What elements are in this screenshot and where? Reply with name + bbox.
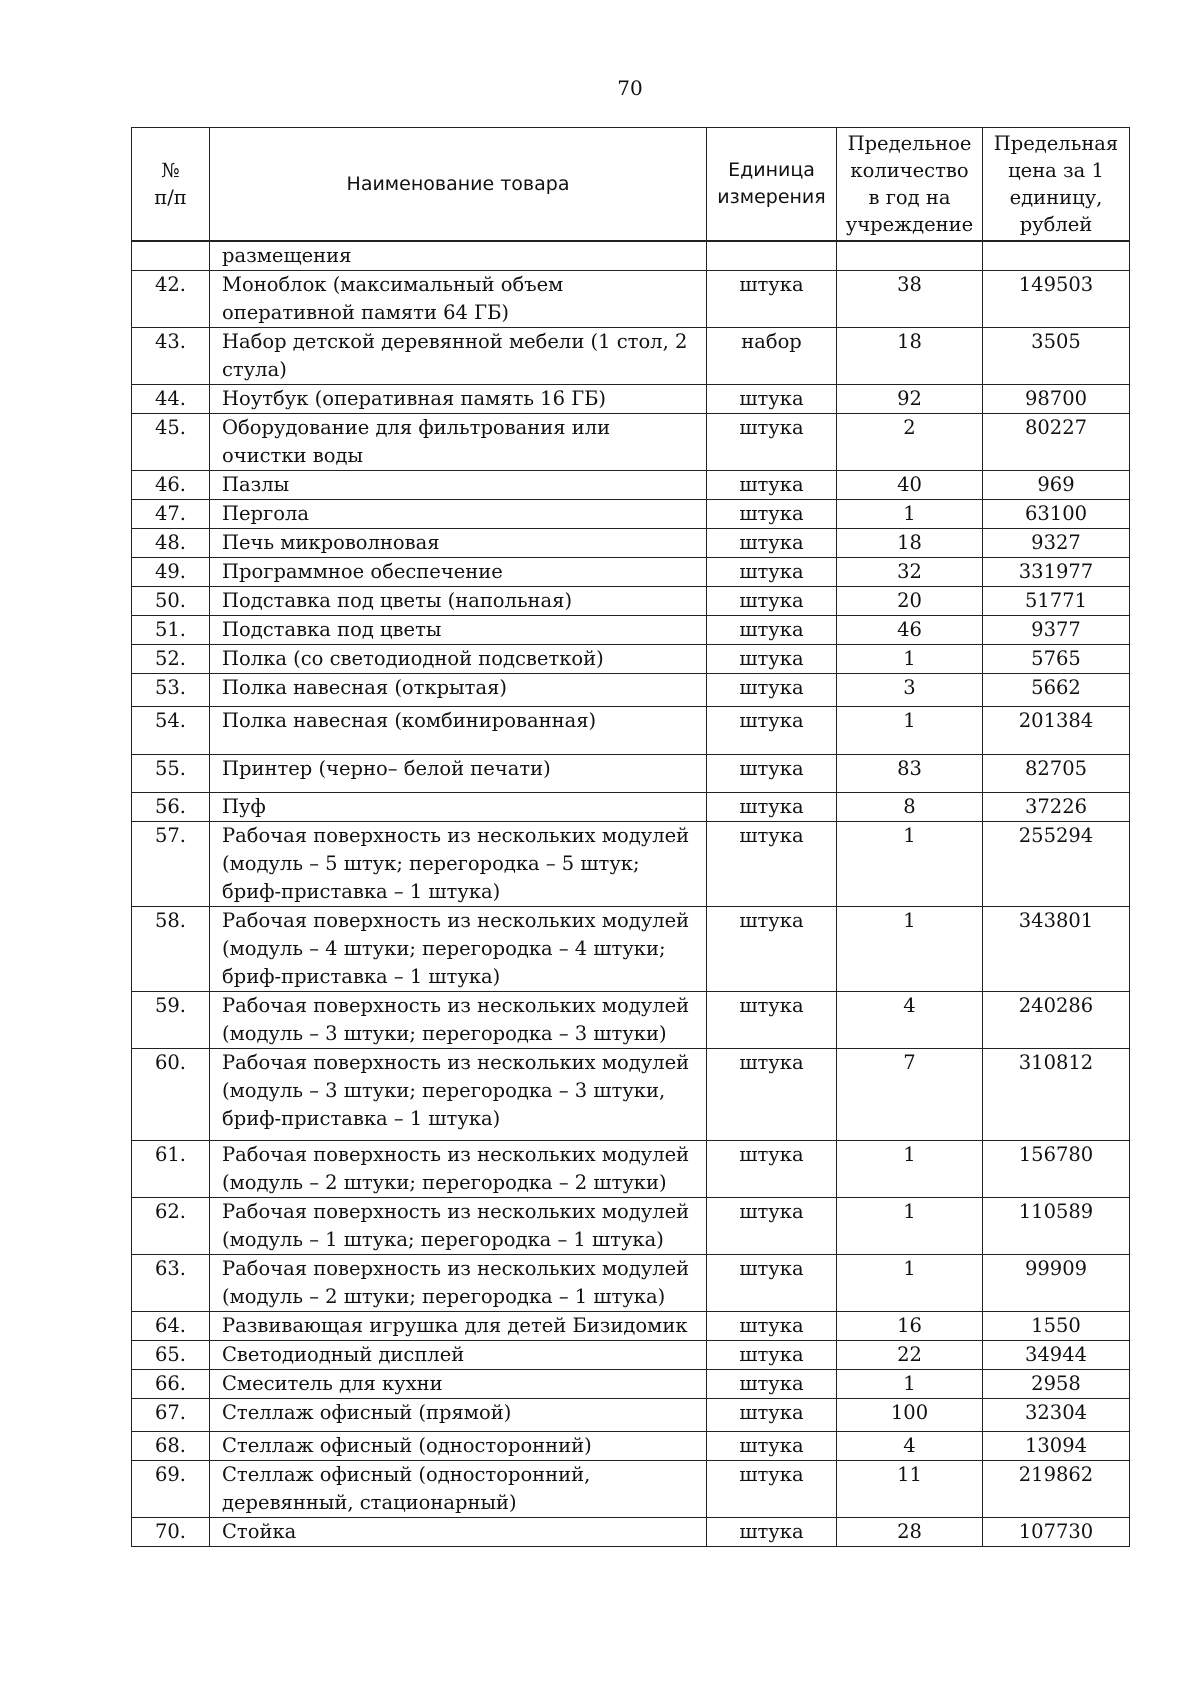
max-price — [983, 241, 1130, 271]
max-price: 9327 — [983, 529, 1130, 558]
row-number: 62. — [132, 1198, 210, 1255]
product-name: Смеситель для кухни — [210, 1370, 707, 1399]
max-quantity: 8 — [837, 793, 983, 822]
unit-of-measure: штука — [707, 674, 837, 707]
max-quantity: 83 — [837, 755, 983, 793]
row-number: 47. — [132, 500, 210, 529]
max-price: 240286 — [983, 992, 1130, 1049]
row-number: 61. — [132, 1141, 210, 1198]
unit-of-measure: штука — [707, 529, 837, 558]
max-price: 51771 — [983, 587, 1130, 616]
unit-of-measure: штука — [707, 1370, 837, 1399]
max-quantity: 1 — [837, 500, 983, 529]
unit-of-measure: штука — [707, 471, 837, 500]
header-price-line: рублей — [1019, 213, 1093, 236]
row-number: 46. — [132, 471, 210, 500]
max-quantity: 32 — [837, 558, 983, 587]
product-name: Рабочая поверхность из нескольких модулей (модуль – 3 штуки; перегородка – 3 штуки) — [210, 992, 707, 1049]
unit-of-measure: штука — [707, 558, 837, 587]
product-name: Рабочая поверхность из нескольких модулей (модуль – 5 штук; перегородка – 5 штук; бриф-приставка – 1 штука) — [210, 822, 707, 907]
max-quantity: 20 — [837, 587, 983, 616]
row-number: 55. — [132, 755, 210, 793]
unit-of-measure: штука — [707, 1255, 837, 1312]
unit-of-measure: штука — [707, 500, 837, 529]
unit-of-measure: штука — [707, 1049, 837, 1141]
max-price: 156780 — [983, 1141, 1130, 1198]
max-price: 110589 — [983, 1198, 1130, 1255]
product-name: Рабочая поверхность из нескольких модулей (модуль – 3 штуки; перегородка – 3 штуки, бриф-приставка – 1 штука) — [210, 1049, 707, 1141]
unit-of-measure: штука — [707, 1312, 837, 1341]
unit-of-measure: штука — [707, 907, 837, 992]
product-name: Полка навесная (открытая) — [210, 674, 707, 707]
header-quantity-line: учреждение — [845, 213, 974, 236]
header-price-line: Предельная — [993, 132, 1119, 155]
max-quantity: 100 — [837, 1399, 983, 1432]
product-name: Оборудование для фильтрования или очистки воды — [210, 414, 707, 471]
max-quantity: 1 — [837, 645, 983, 674]
unit-of-measure: штука — [707, 414, 837, 471]
max-quantity: 2 — [837, 414, 983, 471]
max-price: 331977 — [983, 558, 1130, 587]
unit-of-measure: штука — [707, 755, 837, 793]
table-row — [132, 529, 1130, 558]
row-number: 64. — [132, 1312, 210, 1341]
table-row — [132, 1255, 1130, 1312]
max-quantity: 1 — [837, 907, 983, 992]
product-name: Рабочая поверхность из нескольких модулей (модуль – 2 штуки; перегородка – 2 штуки) — [210, 1141, 707, 1198]
table-header-row — [132, 128, 1130, 242]
max-quantity — [837, 241, 983, 271]
product-name: Пергола — [210, 500, 707, 529]
row-number: 54. — [132, 707, 210, 755]
table-row — [132, 500, 1130, 529]
max-price: 37226 — [983, 793, 1130, 822]
max-price: 3505 — [983, 328, 1130, 385]
table-row — [132, 755, 1130, 793]
max-price: 149503 — [983, 271, 1130, 328]
row-number: 66. — [132, 1370, 210, 1399]
product-name: Стойка — [210, 1518, 707, 1547]
max-price: 34944 — [983, 1341, 1130, 1370]
header-unit-line: Единица — [728, 159, 815, 181]
row-number: 58. — [132, 907, 210, 992]
row-number: 70. — [132, 1518, 210, 1547]
product-name: Подставка под цветы (напольная) — [210, 587, 707, 616]
table-row — [132, 241, 1130, 271]
unit-of-measure: штука — [707, 1198, 837, 1255]
table-body — [132, 241, 1130, 1547]
table-row — [132, 1461, 1130, 1518]
header-quantity-line: в год на — [868, 186, 951, 209]
table-row — [132, 328, 1130, 385]
product-name: Светодиодный дисплей — [210, 1341, 707, 1370]
product-name: Набор детской деревянной мебели (1 стол, 2 стула) — [210, 328, 707, 385]
unit-of-measure — [707, 241, 837, 271]
page-number: 70 — [617, 76, 643, 100]
max-quantity: 11 — [837, 1461, 983, 1518]
row-number: 53. — [132, 674, 210, 707]
max-price: 343801 — [983, 907, 1130, 992]
header-quantity-line: количество — [850, 159, 969, 182]
table-row — [132, 707, 1130, 755]
max-price: 5765 — [983, 645, 1130, 674]
max-quantity: 1 — [837, 1255, 983, 1312]
product-name: размещения — [210, 241, 707, 271]
max-quantity: 40 — [837, 471, 983, 500]
max-price: 32304 — [983, 1399, 1130, 1432]
max-price: 2958 — [983, 1370, 1130, 1399]
max-price: 9377 — [983, 616, 1130, 645]
unit-of-measure: штука — [707, 822, 837, 907]
unit-of-measure: штука — [707, 271, 837, 328]
product-name: Печь микроволновая — [210, 529, 707, 558]
max-quantity: 1 — [837, 1141, 983, 1198]
max-quantity: 1 — [837, 1198, 983, 1255]
table-row — [132, 645, 1130, 674]
max-quantity: 7 — [837, 1049, 983, 1141]
product-name: Полка (со светодиодной подсветкой) — [210, 645, 707, 674]
max-price: 1550 — [983, 1312, 1130, 1341]
row-number: 67. — [132, 1399, 210, 1432]
header-quantity — [837, 128, 983, 242]
product-name: Ноутбук (оперативная память 16 ГБ) — [210, 385, 707, 414]
max-price: 82705 — [983, 755, 1130, 793]
table-row — [132, 822, 1130, 907]
product-name: Развивающая игрушка для детей Бизидомик — [210, 1312, 707, 1341]
max-quantity: 18 — [837, 529, 983, 558]
max-quantity: 38 — [837, 271, 983, 328]
header-number-line: п/п — [154, 186, 187, 209]
max-quantity: 92 — [837, 385, 983, 414]
unit-of-measure: штука — [707, 1432, 837, 1461]
row-number: 65. — [132, 1341, 210, 1370]
max-price: 969 — [983, 471, 1130, 500]
table-row — [132, 385, 1130, 414]
max-quantity: 3 — [837, 674, 983, 707]
product-name: Стеллаж офисный (односторонний) — [210, 1432, 707, 1461]
header-number — [132, 128, 210, 242]
unit-of-measure: штука — [707, 707, 837, 755]
unit-of-measure: штука — [707, 1461, 837, 1518]
header-product-name: Наименование товара — [210, 128, 707, 242]
max-quantity: 28 — [837, 1518, 983, 1547]
table-row — [132, 992, 1130, 1049]
max-price: 99909 — [983, 1255, 1130, 1312]
header-price — [983, 128, 1130, 242]
max-quantity: 4 — [837, 992, 983, 1049]
table-row — [132, 907, 1130, 992]
header-number-line: № — [161, 159, 180, 182]
product-name: Рабочая поверхность из нескольких модулей (модуль – 1 штука; перегородка – 1 штука) — [210, 1198, 707, 1255]
row-number: 49. — [132, 558, 210, 587]
row-number — [132, 241, 210, 271]
row-number: 57. — [132, 822, 210, 907]
table-row — [132, 1399, 1130, 1432]
unit-of-measure: набор — [707, 328, 837, 385]
header-quantity-line: Предельное — [847, 132, 972, 155]
product-name: Рабочая поверхность из нескольких модулей (модуль – 2 штуки; перегородка – 1 штука) — [210, 1255, 707, 1312]
row-number: 60. — [132, 1049, 210, 1141]
product-name: Стеллаж офисный (односторонний, деревянный, стационарный) — [210, 1461, 707, 1518]
header-unit — [707, 128, 837, 242]
row-number: 50. — [132, 587, 210, 616]
table-row — [132, 558, 1130, 587]
header-price-line: цена за 1 — [1008, 159, 1104, 182]
row-number: 59. — [132, 992, 210, 1049]
unit-of-measure: штука — [707, 1341, 837, 1370]
max-quantity: 16 — [837, 1312, 983, 1341]
product-name: Подставка под цветы — [210, 616, 707, 645]
max-price: 5662 — [983, 674, 1130, 707]
max-quantity: 1 — [837, 1370, 983, 1399]
unit-of-measure: штука — [707, 645, 837, 674]
max-quantity: 22 — [837, 1341, 983, 1370]
table-row — [132, 1370, 1130, 1399]
product-name: Принтер (черно– белой печати) — [210, 755, 707, 793]
row-number: 43. — [132, 328, 210, 385]
table-row — [132, 1141, 1130, 1198]
unit-of-measure: штука — [707, 616, 837, 645]
table-row — [132, 1341, 1130, 1370]
max-price: 13094 — [983, 1432, 1130, 1461]
row-number: 56. — [132, 793, 210, 822]
unit-of-measure: штука — [707, 992, 837, 1049]
unit-of-measure: штука — [707, 1399, 837, 1432]
table-row — [132, 414, 1130, 471]
unit-of-measure: штука — [707, 385, 837, 414]
max-quantity: 18 — [837, 328, 983, 385]
max-price: 107730 — [983, 1518, 1130, 1547]
goods-table — [131, 127, 1130, 1547]
max-price: 201384 — [983, 707, 1130, 755]
row-number: 42. — [132, 271, 210, 328]
max-price: 63100 — [983, 500, 1130, 529]
header-unit-line: измерения — [717, 186, 826, 208]
table-row — [132, 674, 1130, 707]
max-price: 219862 — [983, 1461, 1130, 1518]
row-number: 44. — [132, 385, 210, 414]
max-quantity: 1 — [837, 822, 983, 907]
product-name: Рабочая поверхность из нескольких модулей (модуль – 4 штуки; перегородка – 4 штуки; бриф-приставка – 1 штука) — [210, 907, 707, 992]
row-number: 51. — [132, 616, 210, 645]
row-number: 69. — [132, 1461, 210, 1518]
max-price: 310812 — [983, 1049, 1130, 1141]
table-row — [132, 471, 1130, 500]
max-quantity: 1 — [837, 707, 983, 755]
table-row — [132, 793, 1130, 822]
row-number: 48. — [132, 529, 210, 558]
table-row — [132, 1049, 1130, 1141]
header-price-line: единицу, — [1009, 186, 1103, 209]
table-row — [132, 616, 1130, 645]
unit-of-measure: штука — [707, 1141, 837, 1198]
unit-of-measure: штука — [707, 793, 837, 822]
row-number: 63. — [132, 1255, 210, 1312]
row-number: 52. — [132, 645, 210, 674]
product-name: Пуф — [210, 793, 707, 822]
max-quantity: 46 — [837, 616, 983, 645]
product-name: Моноблок (максимальный объем оперативной памяти 64 ГБ) — [210, 271, 707, 328]
row-number: 45. — [132, 414, 210, 471]
unit-of-measure: штука — [707, 1518, 837, 1547]
product-name: Пазлы — [210, 471, 707, 500]
table-row — [132, 1518, 1130, 1547]
max-quantity: 4 — [837, 1432, 983, 1461]
product-name: Полка навесная (комбинированная) — [210, 707, 707, 755]
table-row — [132, 271, 1130, 328]
table-row — [132, 1432, 1130, 1461]
max-price: 255294 — [983, 822, 1130, 907]
table-row — [132, 1198, 1130, 1255]
max-price: 98700 — [983, 385, 1130, 414]
unit-of-measure: штука — [707, 587, 837, 616]
table-row — [132, 1312, 1130, 1341]
product-name: Программное обеспечение — [210, 558, 707, 587]
max-price: 80227 — [983, 414, 1130, 471]
row-number: 68. — [132, 1432, 210, 1461]
table-row — [132, 587, 1130, 616]
product-name: Стеллаж офисный (прямой) — [210, 1399, 707, 1432]
